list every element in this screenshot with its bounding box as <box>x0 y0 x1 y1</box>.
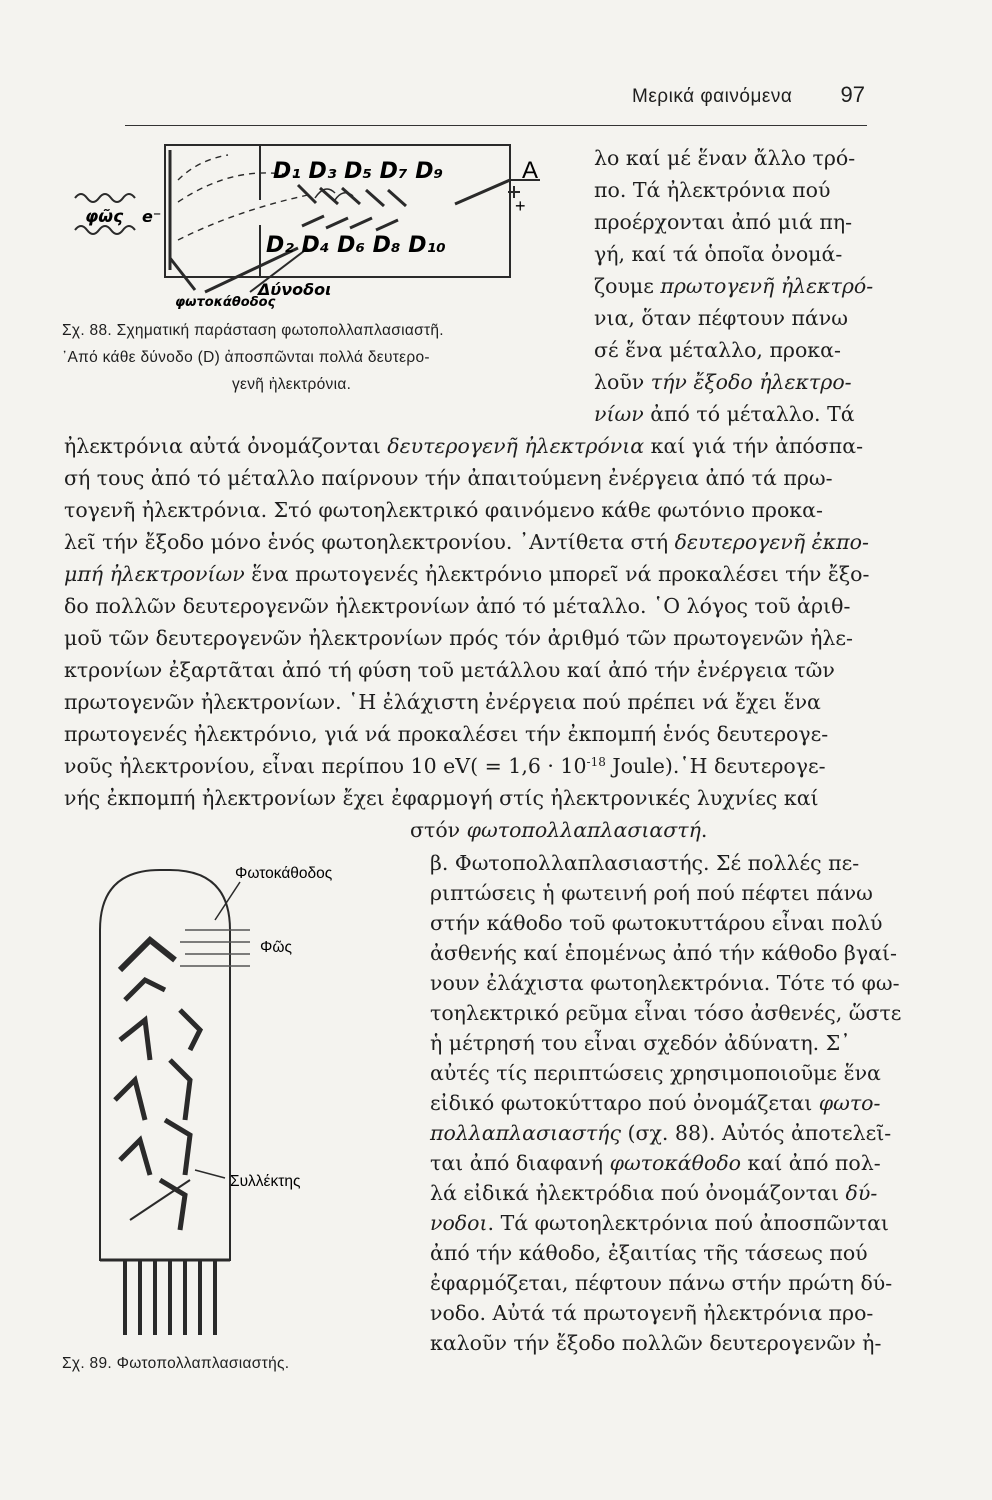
text-line: νίων ἀπό τό μέταλλο. Τά <box>594 402 855 426</box>
text-line: πρωτογενῶν ἠλεκτρονίων. ῾Η ἐλάχιστη ἐνέργεια πού πρέπει νά ἔχει ἕνα <box>64 690 821 714</box>
header-rule <box>125 125 867 126</box>
text-line: νοδοι. Τά φωτοηλεκτρόνια πού ἀποσπῶνται <box>430 1211 889 1235</box>
light-wave-top <box>75 194 135 202</box>
light-label: Φῶς <box>260 939 292 956</box>
light-label: φῶς <box>85 207 124 227</box>
dynodes-label: Δύνοδοι <box>258 280 332 299</box>
figure-88-caption-line-3: γενῆ ἠλεκτρόνια. <box>232 376 352 393</box>
text-line: πο. Τά ἠλεκτρόνια πού <box>594 178 831 202</box>
text-line: αὐτές τίς περιπτώσεις χρησιμοποιοῦμε ἕνα <box>430 1061 881 1085</box>
figure-89-caption: Σχ. 89. Φωτοπολλαπλασιαστής. <box>62 1355 290 1372</box>
text-line: ζουμε πρωτογενῆ ἠλεκτρό- <box>594 274 874 298</box>
text-line: στόν φωτοπολλαπλασιαστή. <box>410 818 708 842</box>
glass-bulb <box>100 870 230 1260</box>
text-line: πολλαπλασιαστής (σχ. 88). Αὐτός ἀποτελεῖ- <box>430 1121 892 1145</box>
text-line: προέρχονται ἀπό μιά πη- <box>594 210 853 234</box>
text-line: ἐφαρμόζεται, πέφτουν πάνω στήν πρώτη δύ- <box>430 1271 893 1295</box>
text-line: στήν κάθοδο τοῦ φωτοκυττάρου εἶναι πολύ <box>430 911 883 935</box>
photocathode-label: φωτοκάθοδος <box>175 295 276 310</box>
figure-88-diagram <box>70 140 550 310</box>
text-line: εἰδικό φωτοκύτταρο πού ὀνομάζεται φωτο- <box>430 1091 881 1115</box>
text-line: ται ἀπό διαφανή φωτοκάθοδο καί ἀπό πολ- <box>430 1151 881 1175</box>
text-line: κτρονίων ἐξαρτᾶται ἀπό τή φύση τοῦ μετάλλου καί ἀπό τήν ἐνέργεια τῶν <box>64 658 835 682</box>
text-line: τοηλεκτρικό ρεῦμα εἶναι τόσο ἀσθενές, ὥστε <box>430 1001 902 1025</box>
text-line: γή, καί τά ὁποῖα ὀνομά- <box>594 242 843 266</box>
text-line: σέ ἕνα μέταλλο, προκα- <box>594 338 841 362</box>
text-line: λοῦν τήν ἔξοδο ἠλεκτρο- <box>594 370 852 394</box>
text-line: νια, ὅταν πέφτουν πάνω <box>594 306 848 330</box>
text-line: νουν ἐλάχιστα φωτοηλεκτρόνια. Τότε τό φω- <box>430 971 900 995</box>
page-number: 97 <box>840 82 865 107</box>
running-title: Μερικά φαινόμενα <box>632 86 793 107</box>
text-line: μοῦ τῶν δευτερογενῶν ἠλεκτρονίων πρός τόν ἀριθμό τῶν πρωτογενῶν ἠλε- <box>64 626 853 650</box>
text-line: ἀπό τήν κάθοδο, ἐξαιτίας τῆς τάσεως πού <box>430 1241 868 1265</box>
text-line: τογενῆ ἠλεκτρόνια. Στό φωτοηλεκτρικό φαινόμενο κάθε φωτόνιο προκα- <box>64 498 823 522</box>
plus-label: + <box>515 196 526 216</box>
text-line: ἡ μέτρησή του εἶναι σχεδόν ἀδύνατη. Σ᾿ <box>430 1031 851 1055</box>
figure-88-caption-line-2: ᾿Από κάθε δύνοδο (D) ἀποσπῶνται πολλά δευτερο- <box>62 349 430 366</box>
electron-label: e⁻ <box>142 207 162 226</box>
text-line: ἀσθενής καί ἑπομένως ἀπό τήν κάθοδο βγαί- <box>430 941 897 965</box>
anode-label: A <box>522 157 539 184</box>
text-line: μπή ἠλεκτρονίων ἕνα πρωτογενές ἠλεκτρόνιο μπορεῖ νά προκαλέσει τήν ἔξο- <box>64 562 870 586</box>
photocathode-label: Φωτοκάθοδος <box>235 865 333 882</box>
light-wave-bottom <box>75 226 135 234</box>
text-line: λο καί μέ ἕναν ἄλλο τρό- <box>594 146 856 170</box>
text-line: β. Φωτοπολλαπλασιαστής. Σέ πολλές πε- <box>430 851 860 875</box>
text-line: σή τους ἀπό τό μέταλλο παίρνουν τήν ἀπαιτούμενη ἐνέργεια ἀπό τά πρω- <box>64 466 833 490</box>
text-line: πρωτογενές ἠλεκτρόνιο, γιά νά προκαλέσει τήν ἐκπομπή ἑνός δευτερογε- <box>64 722 829 746</box>
text-line: λεῖ τήν ἔξοδο μόνο ἑνός φωτοηλεκτρονίου. ᾿Αντίθετα στή δευτερογενῆ ἐκπο- <box>64 530 869 554</box>
text-line: δο πολλῶν δευτερογενῶν ἠλεκτρονίων ἀπό τό μέταλλο. ῾Ο λόγος τοῦ ἀριθ- <box>64 594 851 618</box>
text-line: νοδο. Αὐτά τά πρωτογενῆ ἠλεκτρόνια προ- <box>430 1301 874 1325</box>
figure-88-caption-line-1: Σχ. 88. Σχηματική παράσταση φωτοπολλαπλασιαστῆ. <box>62 322 444 339</box>
dynode-labels-bottom: D₂ D₄ D₆ D₈ D₁₀ <box>266 233 446 258</box>
text-line: νοῦς ἠλεκτρονίου, εἶναι περίπου 10 $eV( = 1,6 \cdot 10^{-18}$ Joule).῾Η δευτερογε- <box>64 754 826 778</box>
text-line: καλοῦν τήν ἔξοδο πολλῶν δευτερογενῶν ἠ- <box>430 1331 882 1355</box>
dynode-labels-top: D₁ D₃ D₅ D₇ D₉ <box>273 159 444 184</box>
text-line: λά εἰδικά ἠλεκτρόδια πού ὀνομάζονται δύ- <box>430 1181 878 1205</box>
text-line: νής ἐκπομπή ἠλεκτρονίων ἔχει ἐφαρμογή στίς ἠλεκτρονικές λυχνίες καί <box>64 786 819 810</box>
figure-89-diagram <box>60 860 400 1350</box>
text-line: ριπτώσεις ἡ φωτεινή ροή πού πέφτει πάνω <box>430 881 873 905</box>
collector-label: Συλλέκτης <box>230 1173 301 1190</box>
page-header <box>620 80 865 112</box>
text-line: ἠλεκτρόνια αὐτά ὀνομάζονται δευτερογενῆ ἠλεκτρόνια καί γιά τήν ἀπόσπα- <box>64 434 864 458</box>
